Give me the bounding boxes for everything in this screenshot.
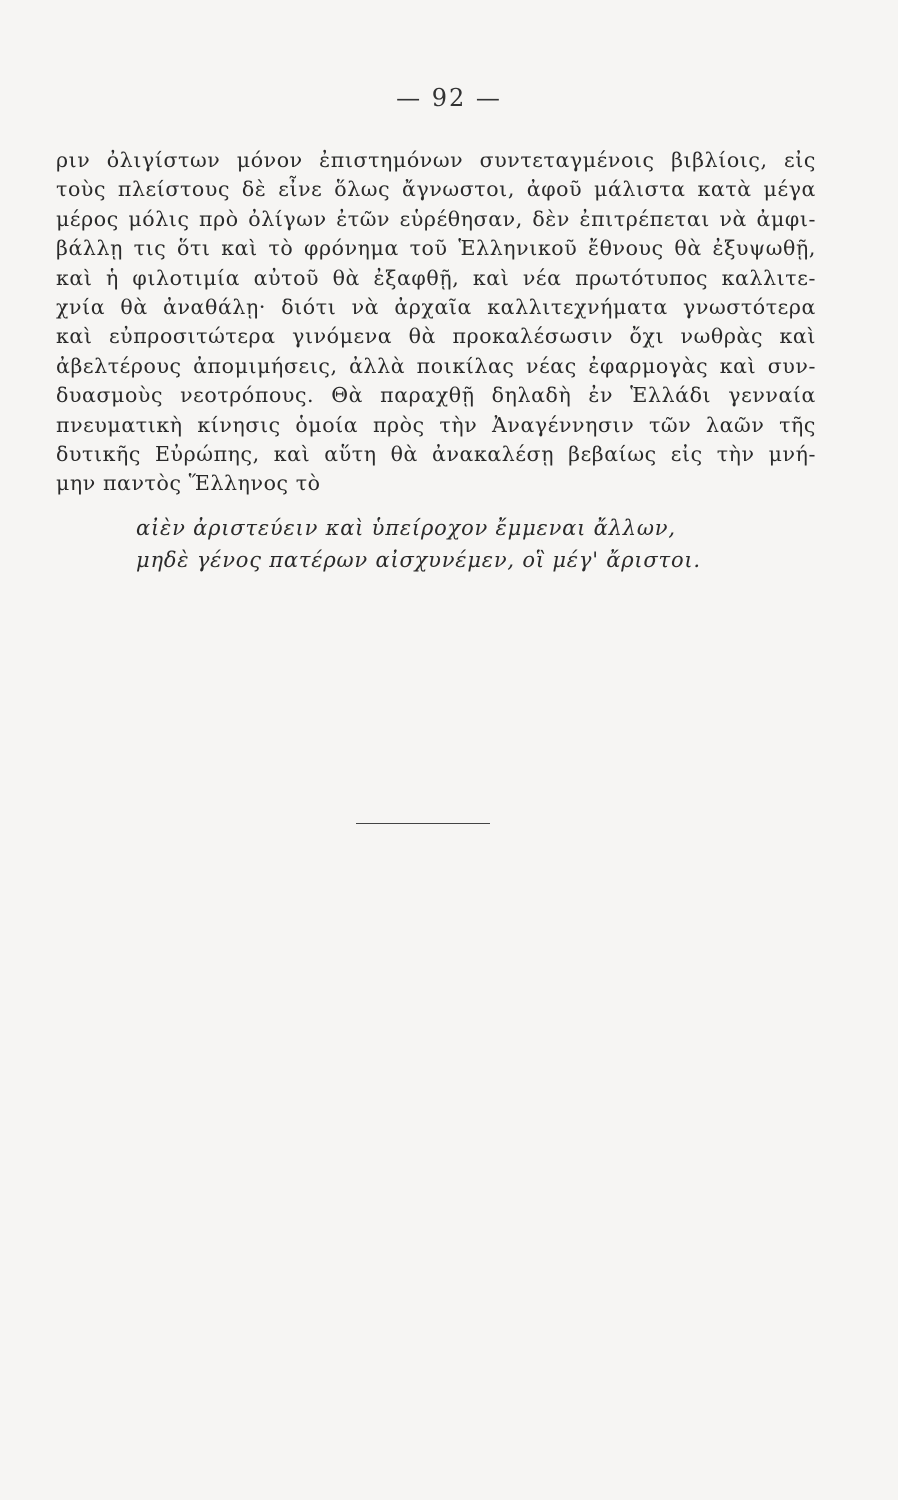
- verse-line: αἰὲν ἀριστεύειν καὶ ὑπείροχον ἔμμεναι ἄλλων,: [136, 516, 676, 540]
- paragraph-line: καὶ ἡ φιλοτιμία αὐτοῦ θὰ ἐξαφθῇ, καὶ νέα πρωτότυπος καλλιτε-: [56, 265, 816, 290]
- paragraph-line: δυτικῆς Εὐρώπης, καὶ αὕτη θὰ ἀνακαλέσῃ βεβαίως εἰς τὴν μνή-: [56, 442, 816, 467]
- paragraph-line: ἀβελτέρους ἀπομιμήσεις, ἀλλὰ ποικίλας νέας ἐφαρμογὰς καὶ συν-: [56, 353, 816, 378]
- paragraph-line: μέρος μόλις πρὸ ὀλίγων ἐτῶν εὑρέθησαν, δὲν ἐπιτρέπεται νὰ ἀμφι-: [56, 206, 816, 231]
- paragraph-line: βάλλῃ τις ὅτι καὶ τὸ φρόνημα τοῦ Ἑλληνικοῦ ἔθνους θὰ ἐξυψωθῇ,: [56, 236, 816, 261]
- paragraph-line: τοὺς πλείστους δὲ εἶνε ὅλως ἄγνωστοι, ἀφοῦ μάλιστα κατὰ μέγα: [56, 177, 816, 202]
- body-paragraph: [56, 146, 816, 499]
- section-end-rule: [356, 823, 490, 824]
- verse-line: μηδὲ γένος πατέρων αἰσχυνέμεν, οἳ μέγ' ἄριστοι.: [136, 548, 701, 572]
- paragraph-line: δυασμοὺς νεοτρόπους. Θὰ παραχθῇ δηλαδὴ ἐν Ἑλλάδι γενναία: [56, 383, 816, 408]
- page-number: — 92 —: [396, 84, 502, 112]
- paragraph-line: καὶ εὐπροσιτώτερα γινόμενα θὰ προκαλέσωσιν ὄχι νωθρὰς καὶ: [56, 324, 816, 349]
- paragraph-line: μην παντὸς Ἕλληνος τὸ: [56, 471, 321, 496]
- paragraph-line: χνία θὰ ἀναθάλῃ· διότι νὰ ἀρχαῖα καλλιτεχνήματα γνωστότερα: [56, 295, 816, 320]
- paragraph-line: ριν ὀλιγίστων μόνον ἐπιστημόνων συντεταγμένοις βιβλίοις, εἰς: [56, 148, 816, 172]
- verse-quotation: [136, 512, 756, 576]
- paragraph-line: πνευματικὴ κίνησις ὁμοία πρὸς τὴν Ἀναγέννησιν τῶν λαῶν τῆς: [56, 412, 816, 437]
